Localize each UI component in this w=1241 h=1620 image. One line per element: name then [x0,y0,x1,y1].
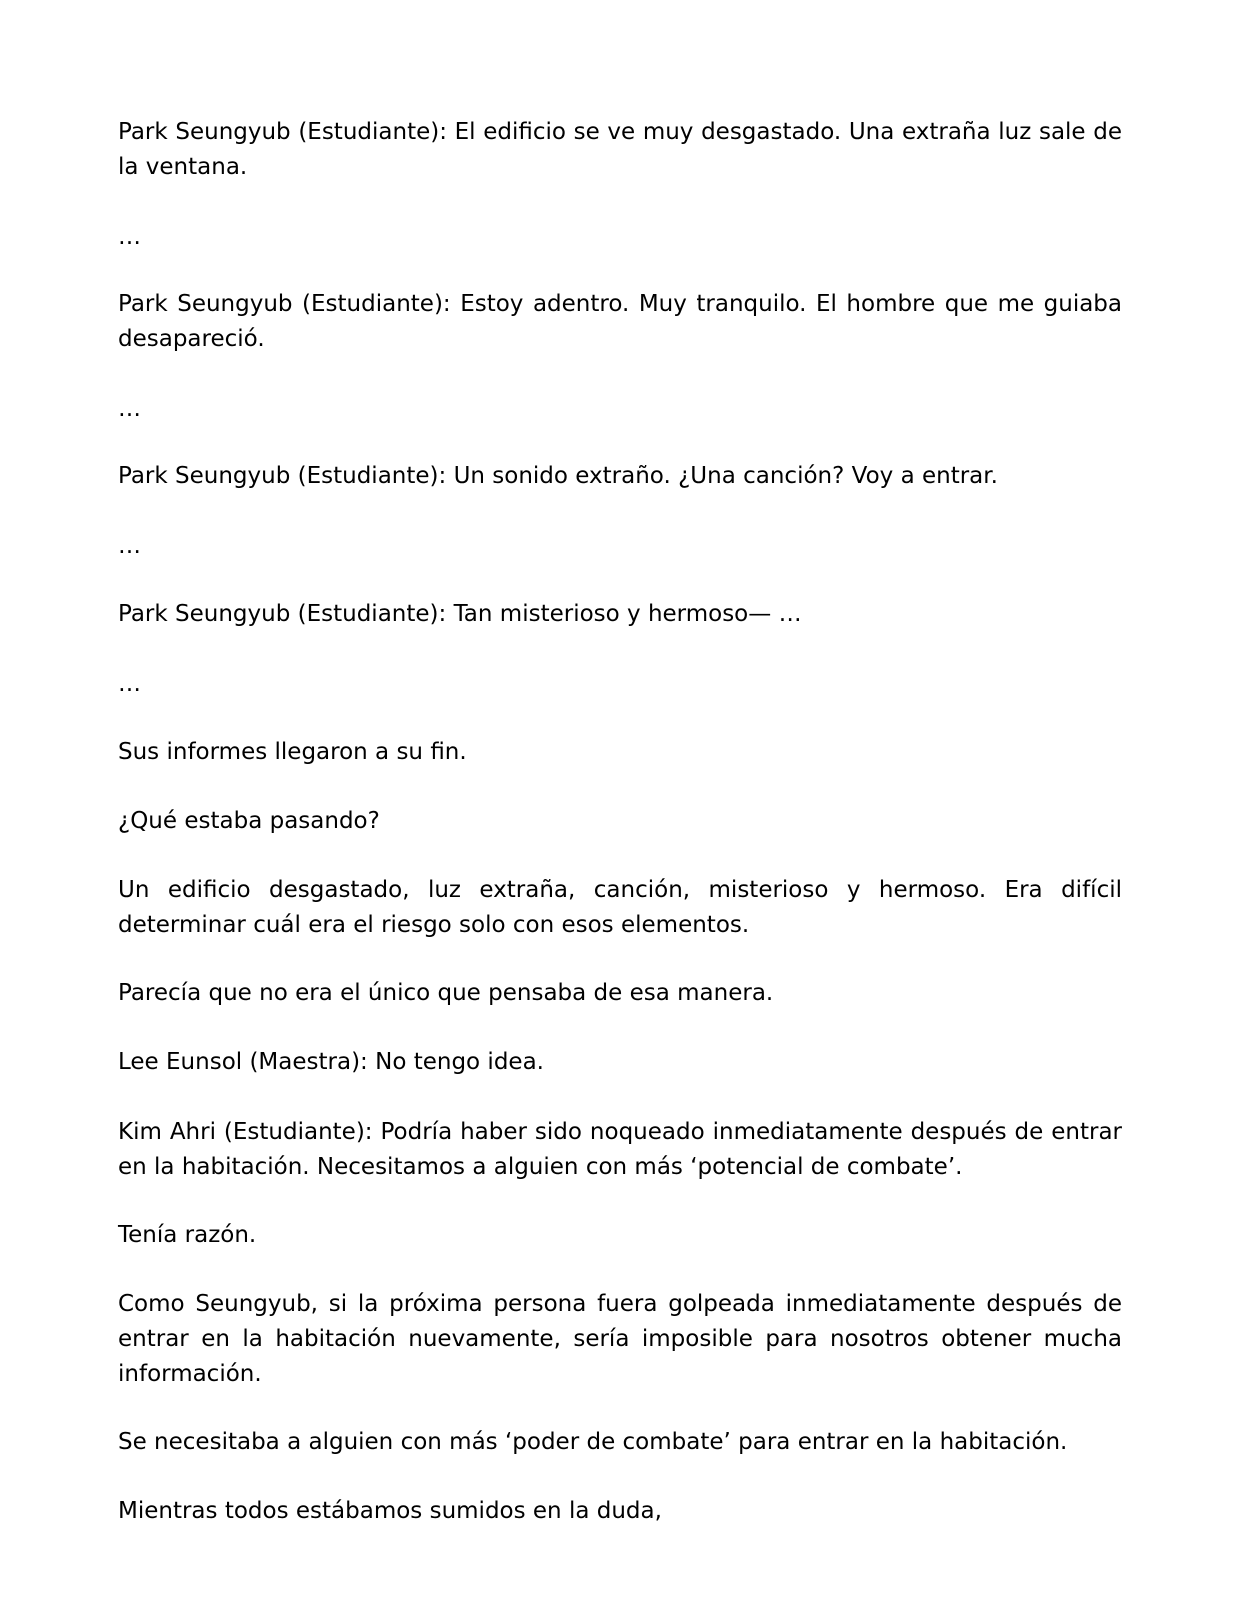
paragraph-question: ¿Qué estaba pasando? [118,808,380,834]
paragraph-report-1: Park Seungyub (Estudiante): El edificio se ve muy desgastado. Una extraña luz sale de la ventana. [118,119,1122,180]
paragraph-ellipsis-2: … [118,396,141,422]
paragraph-kim-ahri: Kim Ahri (Estudiante): Podría haber sido noqueado inmediatamente después de entrar en la habitación. Necesitamos a alguien con más ‘potencial de combate’. [118,1119,1122,1180]
paragraph-like-seungyub: Como Seungyub, si la próxima persona fuera golpeada inmediatamente después de entrar en la habitación nuevamente, sería imposible para nosotros obtener mucha información. [118,1291,1122,1387]
paragraph-report-2: Park Seungyub (Estudiante): Estoy adentro. Muy tranquilo. El hombre que me guiaba desapareció. [118,291,1122,352]
paragraph-needed-power: Se necesitaba a alguien con más ‘poder de combate’ para entrar en la habitación. [118,1429,1068,1455]
paragraph-reports-ended: Sus informes llegaron a su fin. [118,739,467,765]
paragraph-lee-eunsol: Lee Eunsol (Maestra): No tengo idea. [118,1049,544,1075]
paragraph-not-alone: Parecía que no era el único que pensaba de esa manera. [118,980,774,1006]
paragraph-report-4: Park Seungyub (Estudiante): Tan misterioso y hermoso— … [118,601,802,627]
paragraph-ellipsis-4: … [118,671,141,697]
paragraph-doubt: Mientras todos estábamos sumidos en la duda, [118,1498,662,1524]
paragraph-ellipsis-1: … [118,224,141,250]
paragraph-agreement: Tenía razón. [118,1222,257,1248]
paragraph-ellipsis-3: … [118,533,141,559]
paragraph-report-3: Park Seungyub (Estudiante): Un sonido extraño. ¿Una canción? Voy a entrar. [118,463,998,489]
paragraph-analysis: Un edificio desgastado, luz extraña, canción, misterioso y hermoso. Era difícil determinar cuál era el riesgo solo con esos elementos. [118,877,1122,938]
